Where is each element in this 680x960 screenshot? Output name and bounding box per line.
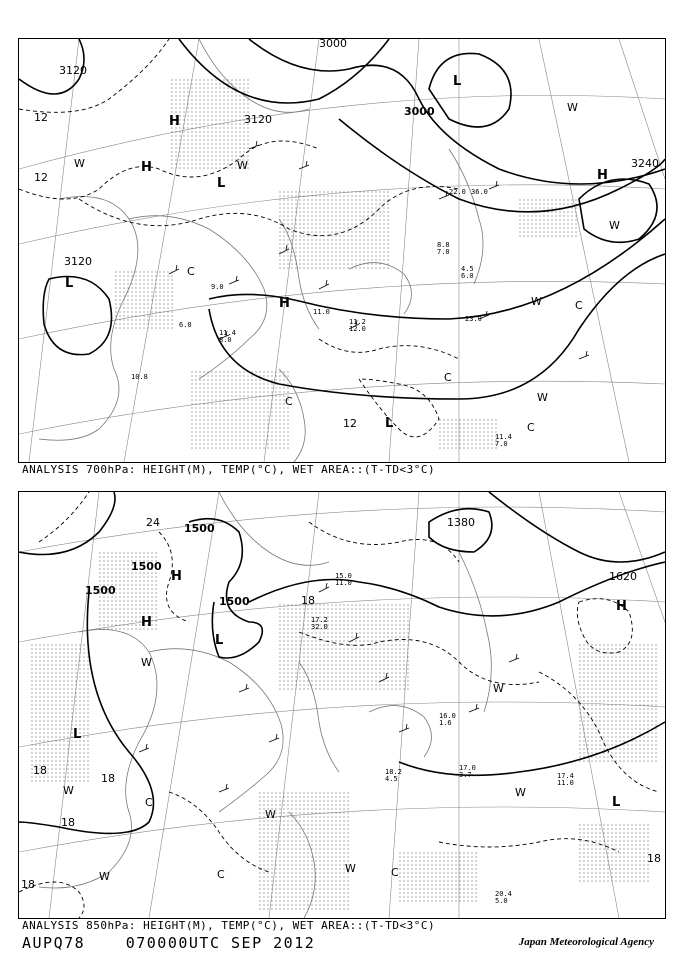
height-label: 3120: [59, 64, 87, 77]
station-value: 18.2: [385, 768, 402, 776]
isotherm-label: 18: [61, 816, 75, 829]
high-pressure-center: H: [141, 615, 152, 630]
height-label: 3120: [244, 113, 272, 126]
cold-symbol: C: [444, 371, 452, 384]
height-label: 3000: [319, 39, 347, 50]
station-value: 11.0: [335, 579, 352, 587]
warm-symbol: W: [63, 784, 74, 797]
station-value: 6.0: [461, 272, 474, 280]
height-label: 3120: [64, 255, 92, 268]
warm-symbol: W: [515, 786, 526, 799]
height-label: 1500: [184, 522, 215, 535]
warm-symbol: W: [567, 101, 578, 114]
low-pressure-center: L: [453, 74, 462, 89]
station-value: 4.5: [461, 265, 474, 273]
station-value: 4.5: [385, 775, 398, 783]
map-panel-850hpa: [18, 491, 666, 919]
station-value: 6.0: [179, 321, 192, 329]
low-pressure-center: L: [385, 416, 394, 431]
isotherm-label: 18: [301, 594, 315, 607]
isotherm-label: 12: [343, 417, 357, 430]
station-value: 20.4: [495, 890, 512, 898]
station-value: 11.4: [219, 329, 236, 337]
low-pressure-center: L: [612, 795, 621, 810]
low-pressure-center: L: [73, 727, 82, 742]
station-value: 32.0: [311, 623, 328, 631]
station-value: 7.0: [437, 248, 450, 256]
station-value: 1.6: [439, 719, 452, 727]
warm-symbol: W: [141, 656, 152, 669]
station-value: 17.4: [557, 772, 574, 780]
station-value: 16.0: [439, 712, 456, 720]
warm-symbol: W: [531, 295, 542, 308]
isotherm-label: 18: [21, 878, 35, 891]
isotherm-label: 12: [34, 111, 48, 124]
station-value: 11.0: [313, 308, 330, 316]
high-pressure-center: H: [141, 160, 152, 175]
warm-symbol: W: [493, 682, 504, 695]
station-value: 5.0: [495, 897, 508, 905]
warm-symbol: W: [609, 219, 620, 232]
product-header: [22, 934, 345, 952]
panel-caption-850hpa: ANALYSIS 850hPa: HEIGHT(M), TEMP(°C), WET AREA::(T-TD<3°C): [22, 919, 436, 932]
height-label: 1500: [85, 584, 116, 597]
high-pressure-center: H: [279, 296, 290, 311]
cold-symbol: C: [527, 421, 535, 434]
chart-700hpa: [19, 39, 665, 462]
station-value: 10.8: [131, 373, 148, 381]
agency-name: Japan Meteorological Agency: [518, 936, 654, 948]
station-value: 3.7: [459, 771, 472, 779]
isotherm-label: 12: [34, 171, 48, 184]
station-value: 9.0: [211, 283, 224, 291]
height-label: 3000: [404, 105, 435, 118]
isotherm-label: 18: [33, 764, 47, 777]
wet-area-stipple: [29, 552, 659, 912]
height-label: 1500: [219, 595, 250, 608]
warm-symbol: W: [237, 159, 248, 172]
valid-time: 070000UTC SEP 2012: [125, 934, 316, 952]
chart-850hpa: [19, 492, 665, 918]
station-value: 11.2: [349, 318, 366, 326]
station-value: 17.0: [459, 764, 476, 772]
high-pressure-center: H: [169, 114, 180, 129]
station-value: 15.0: [335, 572, 352, 580]
map-panel-700hpa: [18, 38, 666, 463]
station-value: 7.0: [495, 440, 508, 448]
station-value: 12.0: [349, 325, 366, 333]
warm-symbol: W: [99, 870, 110, 883]
isotherm-label: 18: [101, 772, 115, 785]
cold-symbol: C: [285, 395, 293, 408]
product-code: AUPQ78: [22, 934, 86, 952]
station-value: 8.8: [437, 241, 450, 249]
high-pressure-center: H: [597, 168, 608, 183]
cold-symbol: C: [575, 299, 583, 312]
height-label: 1500: [131, 560, 162, 573]
cold-symbol: C: [145, 796, 153, 809]
station-value: 22.0: [449, 188, 466, 196]
station-value: 17.2: [311, 616, 328, 624]
station-value: 11.0: [557, 779, 574, 787]
low-pressure-center: L: [215, 633, 224, 648]
warm-symbol: W: [537, 391, 548, 404]
isotherm-label: 24: [146, 516, 160, 529]
height-label: 3240: [631, 157, 659, 170]
high-pressure-center: H: [171, 569, 182, 584]
cold-symbol: C: [217, 868, 225, 881]
height-label: 1620: [609, 570, 637, 583]
high-pressure-center: H: [616, 599, 627, 614]
panel-caption-700hpa: ANALYSIS 700hPa: HEIGHT(M), TEMP(°C), WET AREA::(T-TD<3°C): [22, 463, 436, 476]
station-value: 8.0: [219, 336, 232, 344]
isotherm-label: 18: [647, 852, 661, 865]
warm-symbol: W: [265, 808, 276, 821]
warm-symbol: W: [345, 862, 356, 875]
station-value: 11.4: [495, 433, 512, 441]
warm-symbol: W: [74, 157, 85, 170]
low-pressure-center: L: [65, 276, 74, 291]
cold-symbol: C: [391, 866, 399, 879]
height-label: 1380: [447, 516, 475, 529]
station-value: 23.0: [465, 315, 482, 323]
cold-symbol: C: [187, 265, 195, 278]
station-value: 36.0: [471, 188, 488, 196]
low-pressure-center: L: [217, 176, 226, 191]
